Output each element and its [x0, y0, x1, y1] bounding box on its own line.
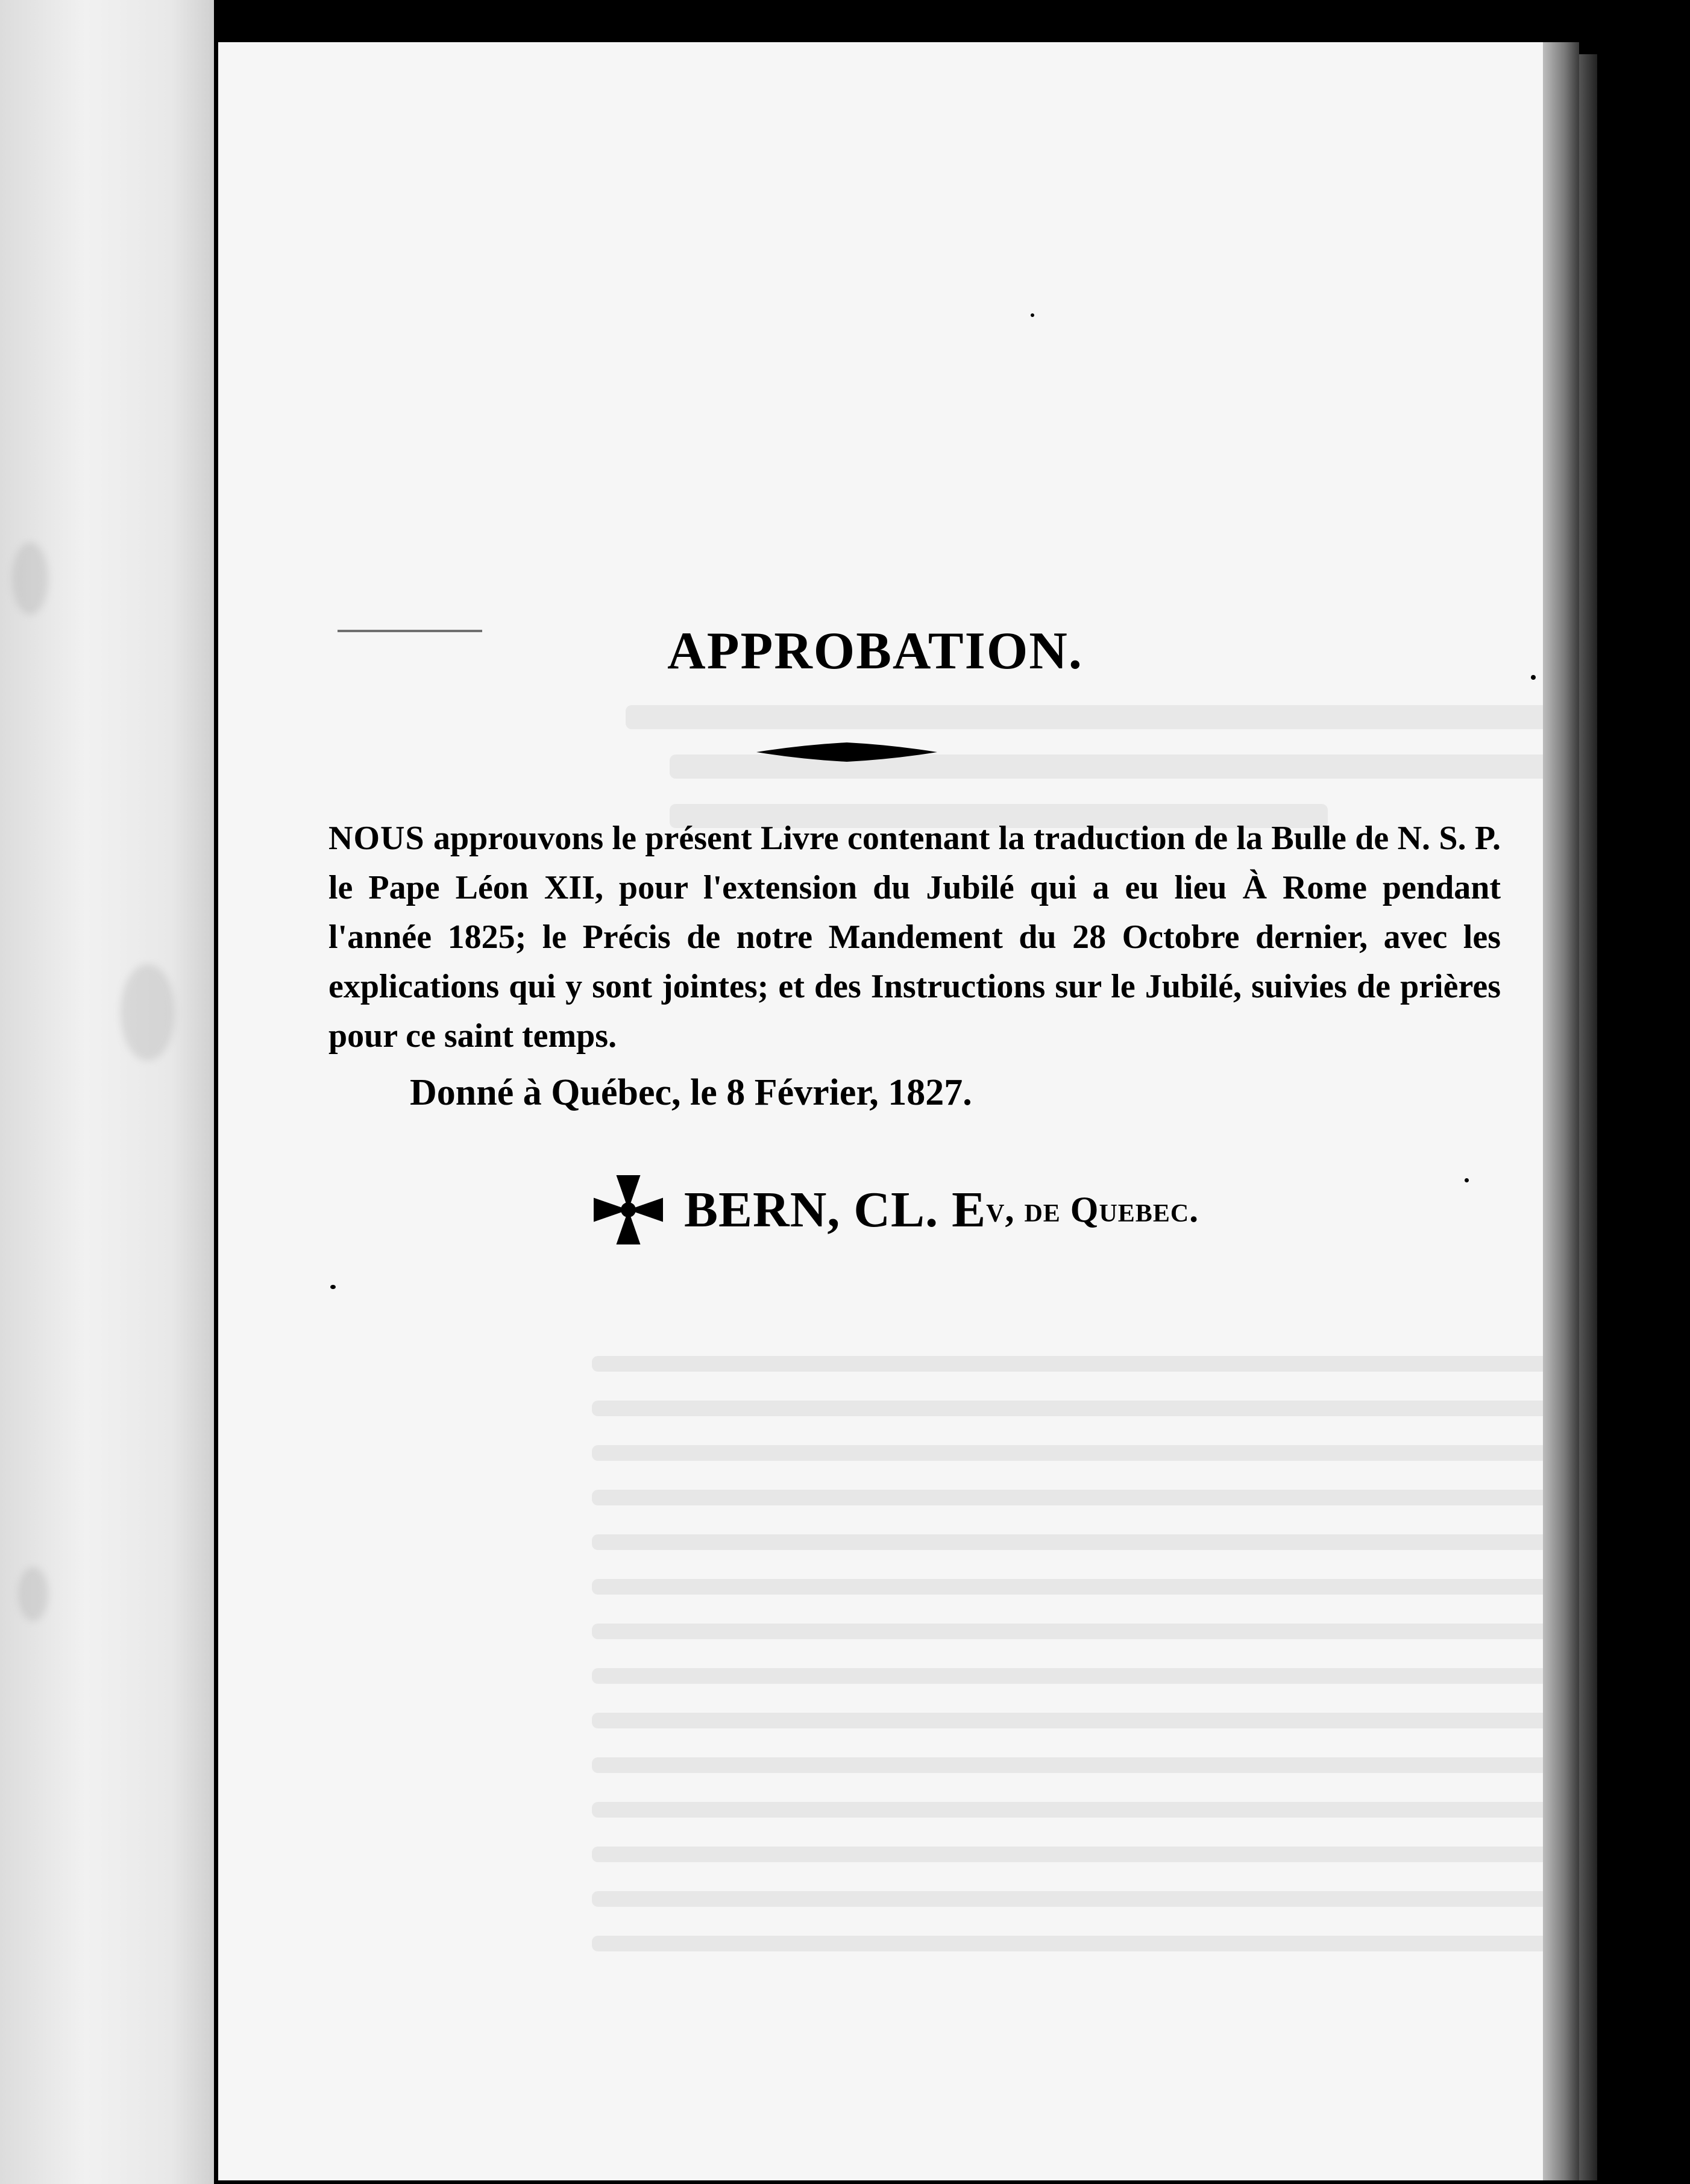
page-edge [1543, 42, 1579, 2180]
signature-name: BERN, CL. E [684, 1182, 987, 1238]
body-lead-word: NOUS [328, 820, 425, 857]
print-speck [1465, 1178, 1469, 1182]
page-stain [18, 1567, 48, 1621]
page-stain [12, 542, 48, 615]
body-text: approuvons le présent Livre contenant la traduction de la Bulle de N. S. P. le Pape Léon XII, pour l'extension du Jubilé qui a eu lieu À Rome pendant l'année 1825; le Précis de notre Mandement du 28 Octobre dernier, avec les explications qui y sont jointes; et des Instructions sur le Jubilé, suivies de prières pour ce saint temps. [328, 820, 1501, 1055]
show-through-text [676, 380, 704, 483]
print-speck [330, 1285, 336, 1289]
ornament-rule-icon [756, 740, 937, 764]
book-edge [1579, 54, 1597, 2180]
dateline: Donné à Québec, le 8 Février, 1827. [410, 1072, 972, 1113]
signature-title: v, de Quebec. [986, 1190, 1199, 1229]
page-stain [121, 964, 175, 1061]
print-speck [1531, 675, 1536, 680]
left-facing-page [0, 0, 214, 2184]
show-through-text-block [592, 1356, 1690, 1980]
maltese-cross-icon [591, 1172, 666, 1247]
approbation-title: APPROBATION. [667, 622, 1083, 680]
signature-block [591, 1172, 1199, 1247]
print-speck [1031, 313, 1034, 317]
approbation-body [328, 814, 1501, 1061]
